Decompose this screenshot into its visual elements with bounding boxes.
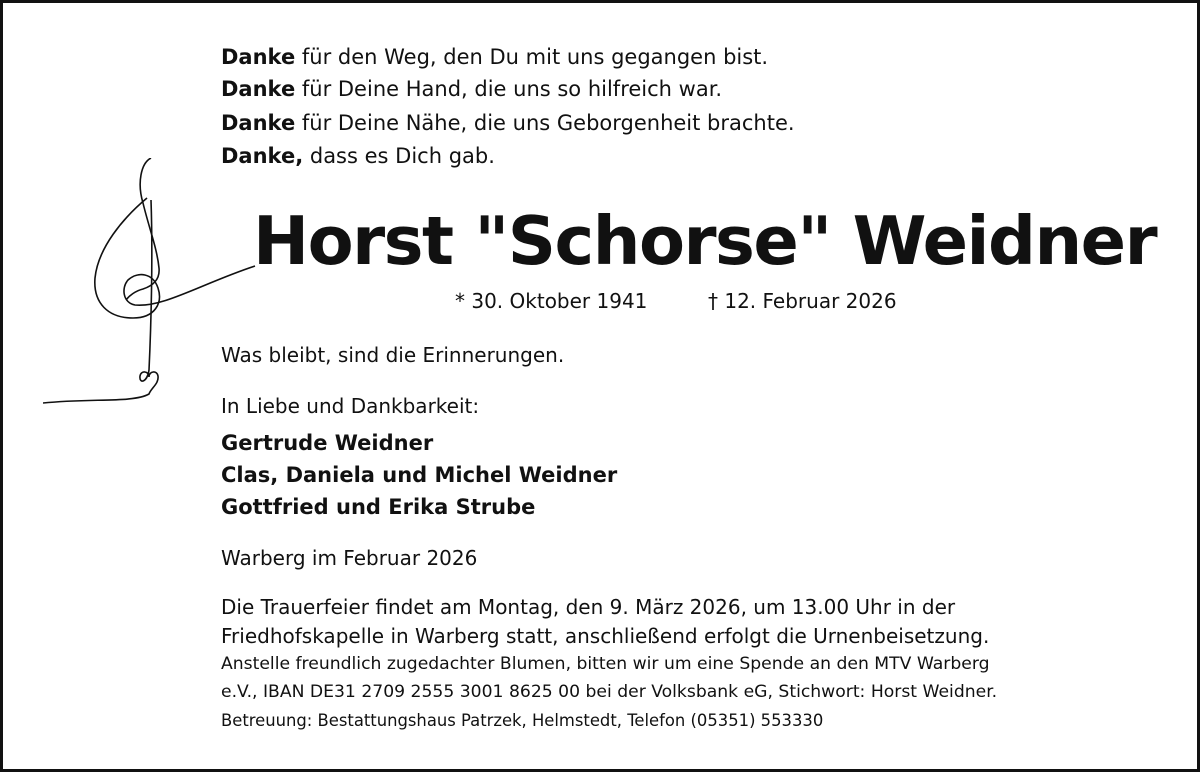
donation-line-2: e.V., IBAN DE31 2709 2555 3001 8625 00 bei der Volksbank eG, Stichwort: Horst Weidner.: [221, 682, 998, 702]
verse-line-1: Danke für den Weg, den Du mit uns gegangen bist.: [221, 45, 769, 69]
treble-clef-heart-icon: [43, 158, 263, 408]
verse-line-4: Danke, dass es Dich gab.: [221, 144, 495, 168]
mourner-name: Gottfried und Erika Strube: [221, 495, 536, 519]
memorial-quote: Was bleibt, sind die Erinnerungen.: [221, 343, 565, 367]
place-date: Warberg im Februar 2026: [221, 546, 478, 570]
mourner-name: Gertrude Weidner: [221, 431, 434, 455]
death-date: † 12. Februar 2026: [708, 289, 897, 313]
mourners-intro: In Liebe und Dankbarkeit:: [221, 394, 480, 418]
mourner-name: Clas, Daniela und Michel Weidner: [221, 463, 618, 487]
birth-date: * 30. Oktober 1941: [455, 289, 648, 313]
verse-line-3: Danke für Deine Nähe, die uns Geborgenheit brachte.: [221, 111, 795, 135]
verse-line-2: Danke für Deine Hand, die uns so hilfreich war.: [221, 77, 723, 101]
donation-line-1: Anstelle freundlich zugedachter Blumen, bitten wir um eine Spende an den MTV Warberg: [221, 654, 990, 674]
funeral-home-info: Betreuung: Bestattungshaus Patrzek, Helmstedt, Telefon (05351) 553330: [221, 711, 824, 730]
funeral-info-line-1: Die Trauerfeier findet am Montag, den 9. März 2026, um 13.00 Uhr in der: [221, 595, 956, 619]
deceased-name: Horst "Schorse" Weidner: [253, 202, 1157, 280]
funeral-info-line-2: Friedhofskapelle in Warberg statt, anschließend erfolgt die Urnenbeisetzung.: [221, 624, 990, 648]
